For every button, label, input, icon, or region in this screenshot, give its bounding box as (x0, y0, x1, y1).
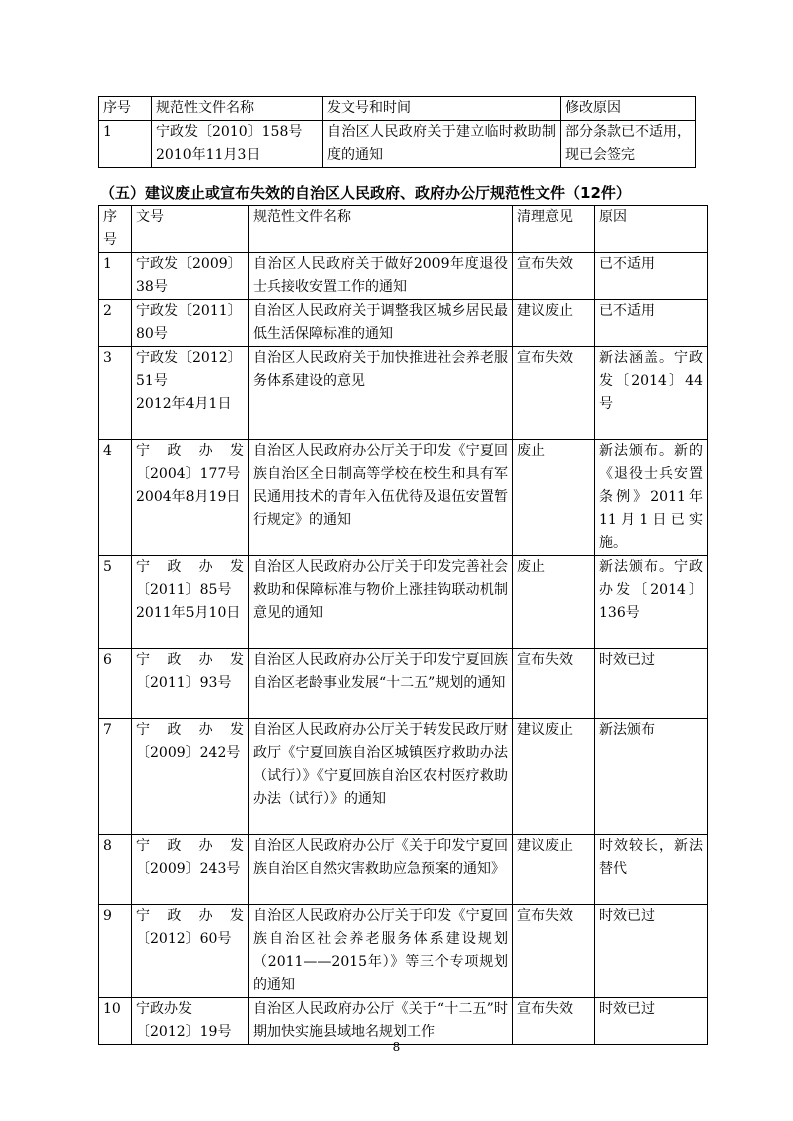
header-cell: 序号 (99, 97, 152, 121)
table-cell: 时效已过 (595, 905, 708, 998)
table-cell: 新法颁布。宁政办发〔2014〕136号 (595, 556, 708, 649)
table-cell: 宣布失效 (513, 998, 595, 1045)
table-cell: 新法颁布 (595, 719, 708, 835)
header-cell: 修改原因 (561, 97, 696, 121)
table-row (99, 835, 708, 905)
table-cell: 3 (99, 347, 132, 440)
table-cell: 建议废止 (513, 719, 595, 835)
page-number: 8 (392, 1040, 401, 1054)
table-cell: 10 (99, 998, 132, 1045)
table-cell: 已不适用 (595, 253, 708, 300)
table-row (99, 649, 708, 719)
header-cell: 序号 (99, 206, 132, 253)
table-cell: 宁政办发 〔2004〕177号 2004年8月19日 (132, 440, 249, 556)
table-header-row (99, 97, 696, 121)
header-cell: 规范性文件名称 (249, 206, 513, 253)
table-cell: 宁政办发〔2012〕19号 (132, 998, 249, 1045)
table-cell: 废止 (513, 556, 595, 649)
table-cell: 宁政发〔2010〕158号 2010年11月3日 (152, 121, 323, 168)
table-cell: 9 (99, 905, 132, 998)
table-cell: 8 (99, 835, 132, 905)
table-row (99, 719, 708, 835)
table-cell: 建议废止 (513, 835, 595, 905)
header-cell: 文号 (132, 206, 249, 253)
table-cell: 1 (99, 121, 152, 168)
table-cell: 1 (99, 253, 132, 300)
table-row (99, 253, 708, 300)
table-row (99, 121, 696, 168)
table-cell: 7 (99, 719, 132, 835)
table-cell: 宣布失效 (513, 347, 595, 440)
table-row (99, 998, 708, 1045)
table-cell: 宁政发〔2009〕38号 (132, 253, 249, 300)
header-cell: 清理意见 (513, 206, 595, 253)
table-cell: 宣布失效 (513, 905, 595, 998)
table-cell: 自治区人民政府关于加快推进社会养老服务体系建设的意见 (249, 347, 513, 440)
table-cell: 宁政办发 〔2011〕85号 2011年5月10日 (132, 556, 249, 649)
table-cell: 新法颁布。新的《退役士兵安置条例》2011年11月1日已实施。 (595, 440, 708, 556)
table-cell: 自治区人民政府办公厅关于印发《宁夏回族自治区社会养老服务体系建设规划（2011——2015年）》等三个专项规划的通知 (249, 905, 513, 998)
table-row (99, 905, 708, 998)
section-heading: （五）建议废止或宣布失效的自治区人民政府、政府办公厅规范性文件（12件） (100, 184, 631, 202)
repeal-table (98, 205, 708, 1045)
table-cell: 自治区人民政府关于做好2009年度退役士兵接收安置工作的通知 (249, 253, 513, 300)
table-cell: 自治区人民政府关于调整我区城乡居民最低生活保障标准的通知 (249, 300, 513, 347)
table-cell: 宣布失效 (513, 649, 595, 719)
header-cell: 原因 (595, 206, 708, 253)
table-cell: 废止 (513, 440, 595, 556)
table-cell: 自治区人民政府办公厅关于印发《宁夏回族自治区全日制高等学校在校生和具有军民通用技术的青年入伍优待及退伍安置暂行规定》的通知 (249, 440, 513, 556)
table-cell: 部分条款已不适用，现已会签完 (561, 121, 696, 168)
table-cell: 时效较长，新法替代 (595, 835, 708, 905)
table-cell: 已不适用 (595, 300, 708, 347)
table-cell: 自治区人民政府办公厅关于印发宁夏回族自治区老龄事业发展“十二五”规划的通知 (249, 649, 513, 719)
table-cell: 6 (99, 649, 132, 719)
table-cell: 自治区人民政府关于建立临时救助制度的通知 (323, 121, 561, 168)
table-cell: 自治区人民政府办公厅《关于印发宁夏回族自治区自然灾害救助应急预案的通知》 (249, 835, 513, 905)
table-row (99, 300, 708, 347)
table-header-row (99, 206, 708, 253)
table-cell: 自治区人民政府办公厅关于印发完善社会救助和保障标准与物价上涨挂钩联动机制意见的通知 (249, 556, 513, 649)
table-cell: 建议废止 (513, 300, 595, 347)
table-row (99, 440, 708, 556)
table-row (99, 556, 708, 649)
header-cell: 发文号和时间 (323, 97, 561, 121)
table-cell: 宁政办发 〔2012〕60号 (132, 905, 249, 998)
table-cell: 宁政办发 〔2009〕243号 (132, 835, 249, 905)
table-row (99, 347, 708, 440)
table-cell: 宣布失效 (513, 253, 595, 300)
table-cell: 4 (99, 440, 132, 556)
table-cell: 宁政办发 〔2009〕242号 (132, 719, 249, 835)
table-cell: 自治区人民政府办公厅关于转发民政厅财政厅《宁夏回族自治区城镇医疗救助办法（试行）》《宁夏回族自治区农村医疗救助办法（试行）》的通知 (249, 719, 513, 835)
table-cell: 自治区人民政府办公厅《关于“十二五”时期加快实施县域地名规划工作 (249, 998, 513, 1045)
table-cell: 时效已过 (595, 998, 708, 1045)
table-cell: 宁政发〔2011〕80号 (132, 300, 249, 347)
table-cell: 5 (99, 556, 132, 649)
table-cell: 时效已过 (595, 649, 708, 719)
table-cell: 2 (99, 300, 132, 347)
amendment-table (98, 96, 696, 168)
table-cell: 宁政办发 〔2011〕93号 (132, 649, 249, 719)
table-cell: 宁政发〔2012〕51号 2012年4月1日 (132, 347, 249, 440)
header-cell: 规范性文件名称 (152, 97, 323, 121)
table-cell: 新法涵盖。宁政发〔2014〕44号 (595, 347, 708, 440)
